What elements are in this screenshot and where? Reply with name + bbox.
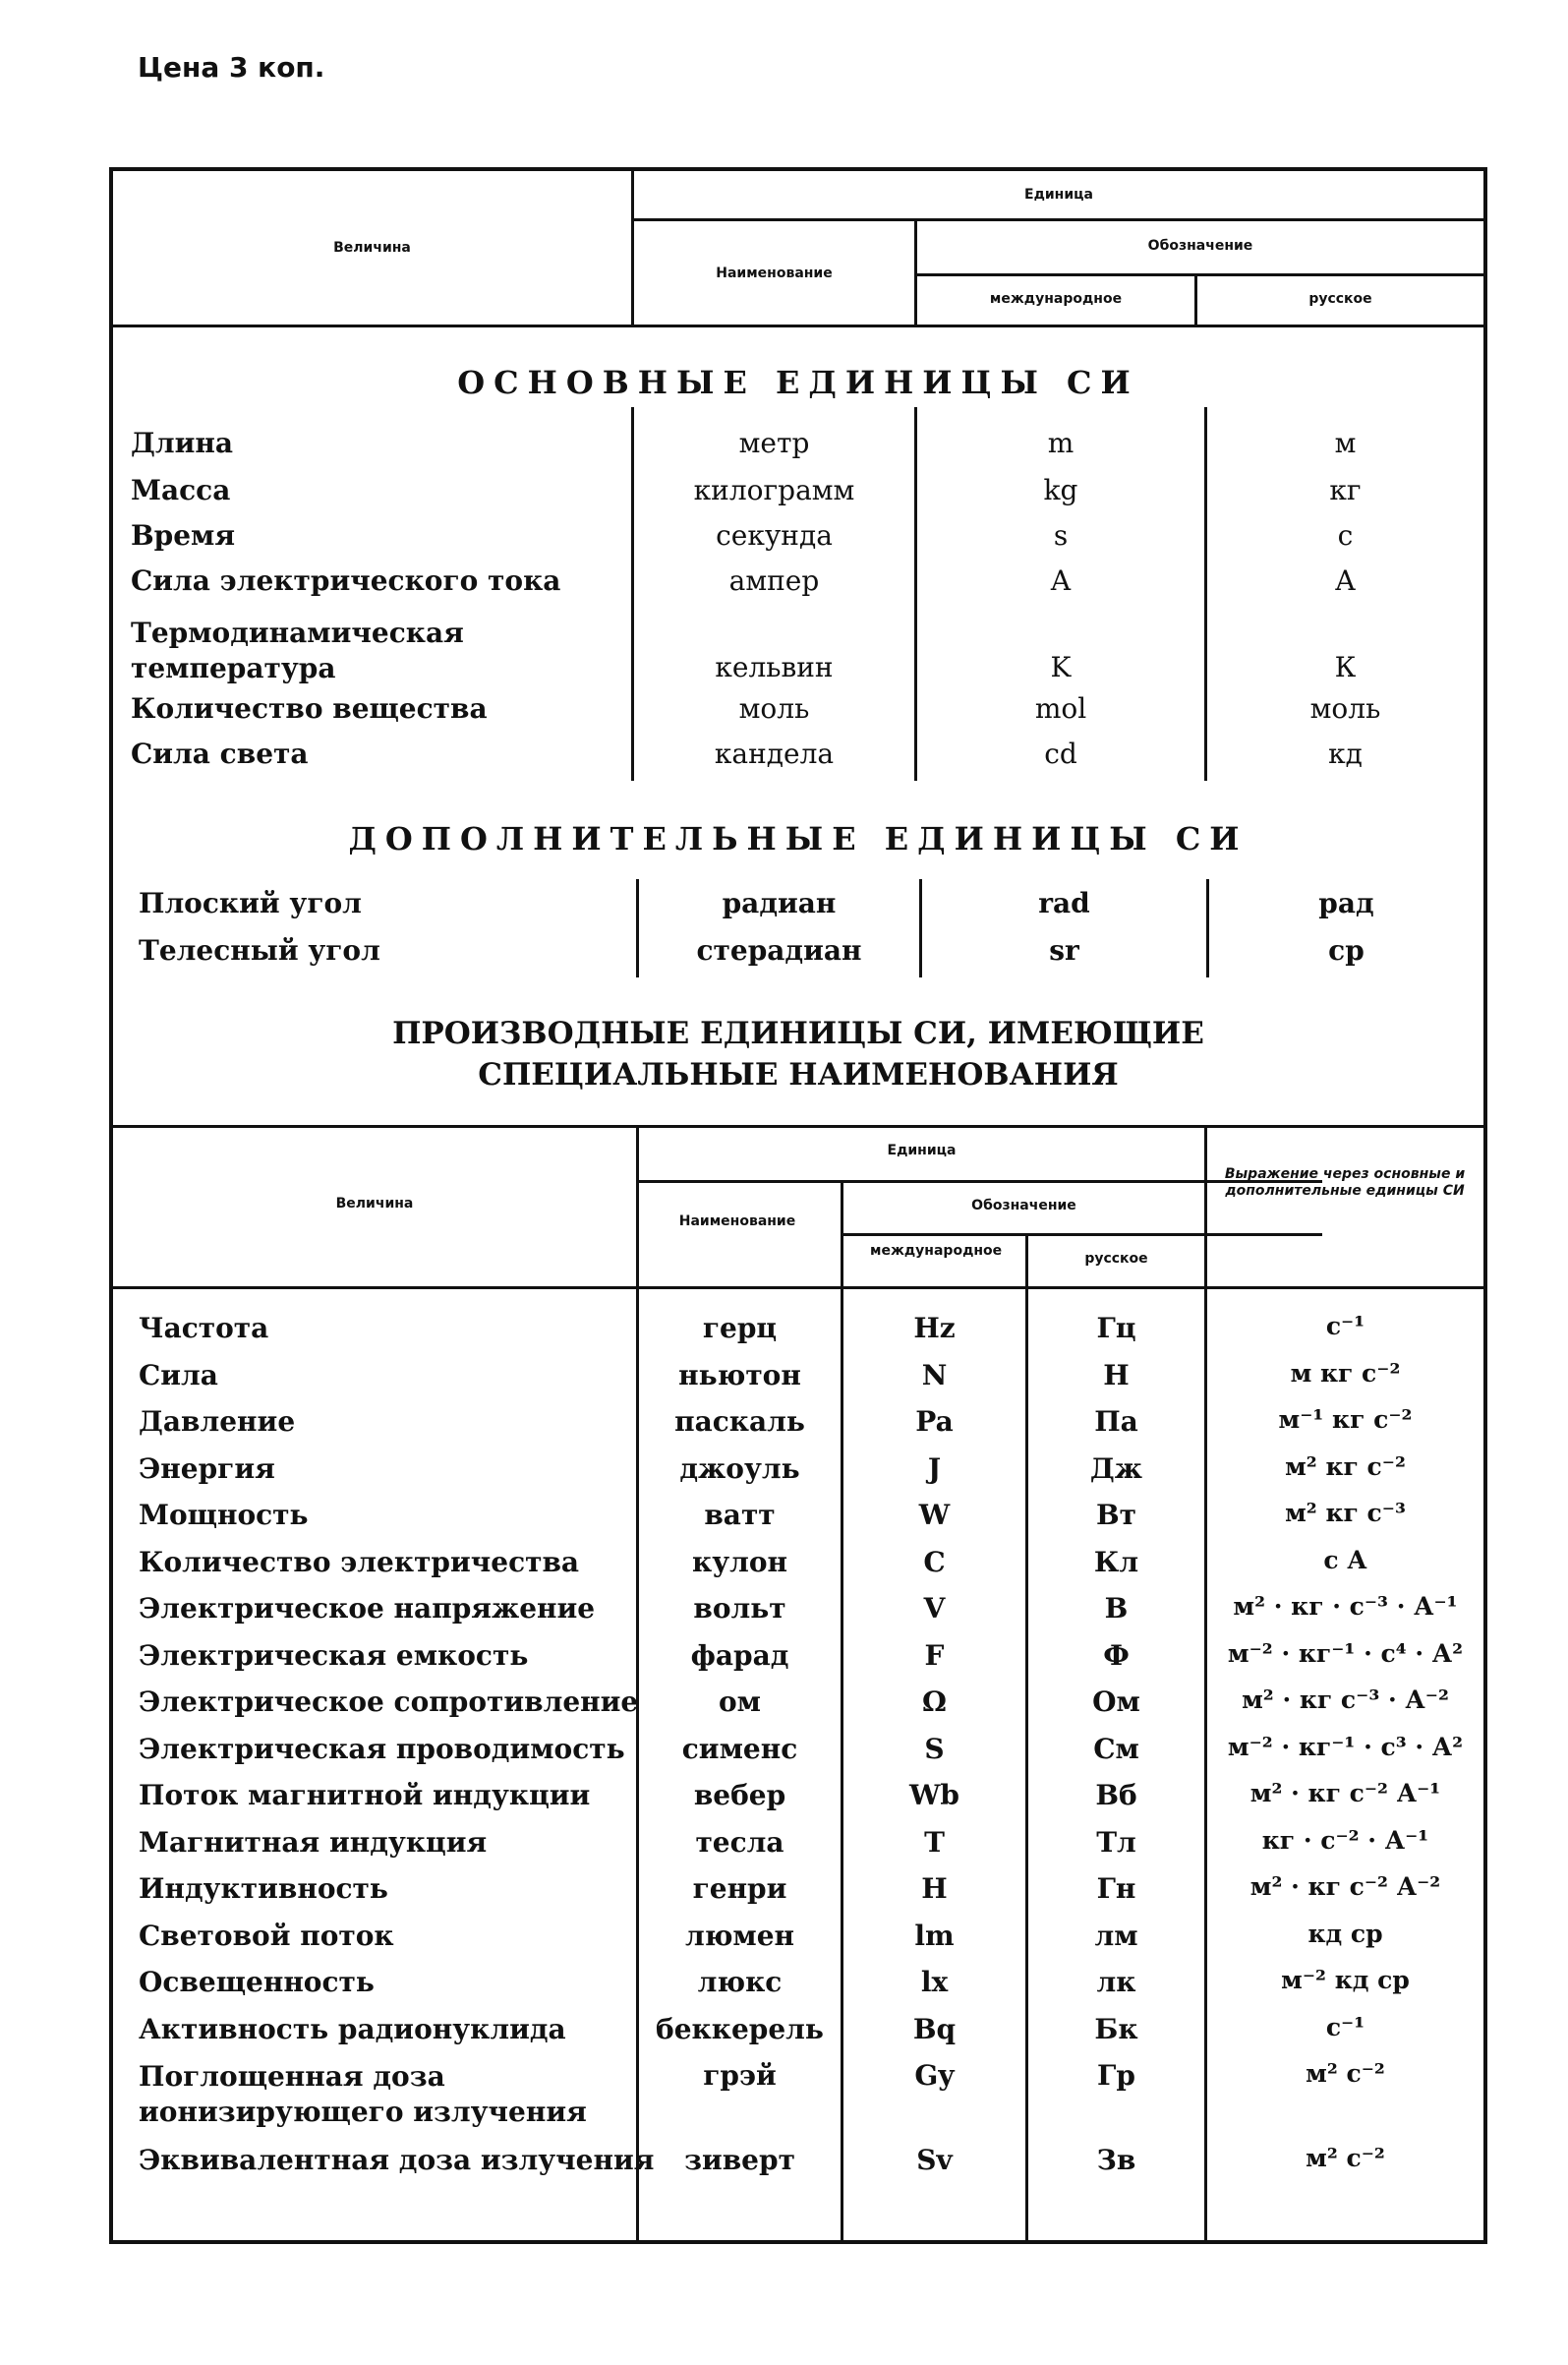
price-label: Цена 3 коп. bbox=[138, 51, 325, 84]
t1-header-international: международное bbox=[989, 291, 1123, 307]
ru-symbol-cell: Дж bbox=[1089, 1451, 1143, 1485]
expression-cell: с⁻¹ bbox=[1325, 1312, 1365, 1340]
t2-header-name: Наименование bbox=[678, 1213, 796, 1229]
expression-cell: м² кг с⁻³ bbox=[1285, 1499, 1406, 1527]
quantity-cell: Сила света bbox=[131, 738, 309, 770]
ru-symbol-cell: кг bbox=[1329, 474, 1362, 506]
expression-cell: кг · с⁻² · А⁻¹ bbox=[1261, 1825, 1429, 1855]
quantity-cell: Время bbox=[131, 519, 236, 552]
section-title-derived: ПРОИЗВОДНЫЕ ЕДИНИЦЫ СИ, ИМЕЮЩИЕ СПЕЦИАЛЬНЫЕ НАИМЕНОВАНИЯ bbox=[392, 1016, 1204, 1093]
section-title-supplementary: ДОПОЛНИТЕЛЬНЫЕ ЕДИНИЦЫ СИ bbox=[348, 820, 1249, 857]
expression-cell: кд ср bbox=[1307, 1919, 1383, 1948]
quantity-cell: Электрическое напряжение bbox=[139, 1592, 596, 1625]
quantity-cell: Эквивалентная доза излучения bbox=[139, 2144, 655, 2176]
table-row bbox=[113, 2144, 1483, 2189]
expression-cell: м⁻² кд ср bbox=[1281, 1966, 1410, 1994]
intl-symbol-cell: mol bbox=[1034, 692, 1087, 725]
t2-header-bottom-line bbox=[113, 1286, 1483, 1289]
intl-symbol-cell: Sv bbox=[916, 2144, 953, 2176]
ru-symbol-cell: Гн bbox=[1096, 1872, 1136, 1905]
table-row bbox=[113, 738, 1483, 777]
unit-name-cell: ньютон bbox=[678, 1358, 801, 1391]
intl-symbol-cell: S bbox=[924, 1732, 945, 1765]
table-row bbox=[113, 1359, 1483, 1404]
intl-symbol-cell: T bbox=[924, 1825, 945, 1859]
table-row bbox=[113, 427, 1483, 466]
expression-cell: м² с⁻² bbox=[1306, 2059, 1385, 2088]
table-row bbox=[113, 1592, 1483, 1637]
t2-header-designation: Обозначение bbox=[971, 1198, 1076, 1213]
unit-name-cell: кандела bbox=[714, 738, 835, 770]
t1-header-divider-2 bbox=[914, 218, 917, 326]
quantity-cell: Электрическая проводимость bbox=[139, 1732, 625, 1765]
ru-symbol-cell: Вб bbox=[1095, 1779, 1137, 1811]
quantity-cell: Поглощенная доза ионизирующего излучения bbox=[139, 2060, 587, 2128]
expression-cell: м² · кг с⁻³ · А⁻² bbox=[1242, 1685, 1449, 1714]
ru-symbol-cell: моль bbox=[1309, 692, 1381, 725]
table-row bbox=[113, 1685, 1483, 1731]
table-row bbox=[113, 1779, 1483, 1824]
intl-symbol-cell: N bbox=[921, 1358, 948, 1391]
intl-symbol-cell: V bbox=[923, 1592, 946, 1625]
unit-name-cell: радиан bbox=[722, 887, 837, 919]
intl-symbol-cell: Hz bbox=[913, 1312, 956, 1344]
ru-symbol-cell: кд bbox=[1328, 738, 1363, 770]
t2-header-expression: Выражение через основные и дополнительные единицы СИ bbox=[1224, 1166, 1466, 1199]
intl-symbol-cell: sr bbox=[1049, 934, 1079, 967]
intl-symbol-cell: kg bbox=[1043, 474, 1078, 506]
quantity-cell: Индуктивность bbox=[139, 1872, 388, 1905]
table-row bbox=[113, 519, 1483, 559]
unit-name-cell: ом bbox=[719, 1685, 761, 1718]
intl-symbol-cell: K bbox=[1050, 651, 1072, 683]
unit-name-cell: кулон bbox=[691, 1545, 788, 1578]
ru-symbol-cell: Зв bbox=[1096, 2144, 1136, 2176]
table-row bbox=[113, 1499, 1483, 1544]
t2-header-international: международное bbox=[870, 1243, 1003, 1259]
table-row bbox=[113, 934, 1483, 974]
unit-name-cell: джоуль bbox=[679, 1451, 800, 1485]
unit-name-cell: кельвин bbox=[715, 651, 834, 683]
unit-name-cell: фарад bbox=[690, 1638, 789, 1672]
intl-symbol-cell: cd bbox=[1044, 738, 1077, 770]
ru-symbol-cell: Тл bbox=[1096, 1825, 1136, 1859]
quantity-cell: Мощность bbox=[139, 1499, 309, 1531]
quantity-cell: Сила bbox=[139, 1358, 218, 1391]
intl-symbol-cell: m bbox=[1047, 427, 1074, 459]
t1-header-russian: русское bbox=[1308, 291, 1372, 307]
ru-symbol-cell: Бк bbox=[1094, 2012, 1138, 2045]
expression-cell: м² · кг с⁻² А⁻¹ bbox=[1249, 1779, 1441, 1807]
table-row bbox=[113, 1733, 1483, 1778]
intl-symbol-cell: Pa bbox=[915, 1405, 954, 1438]
ru-symbol-cell: Н bbox=[1103, 1358, 1130, 1391]
t2-header-unit: Единица bbox=[887, 1143, 957, 1158]
intl-symbol-cell: H bbox=[921, 1872, 948, 1905]
unit-name-cell: люмен bbox=[684, 1919, 795, 1952]
expression-cell: м⁻¹ кг с⁻² bbox=[1278, 1405, 1413, 1434]
intl-symbol-cell: A bbox=[1050, 564, 1072, 597]
intl-symbol-cell: s bbox=[1053, 519, 1069, 552]
quantity-cell: Поток магнитной индукции bbox=[139, 1779, 591, 1811]
unit-name-cell: генри bbox=[692, 1872, 787, 1905]
quantity-cell: Количество электричества bbox=[139, 1545, 580, 1578]
ru-symbol-cell: А bbox=[1334, 564, 1357, 597]
ru-symbol-cell: ср bbox=[1328, 934, 1365, 967]
t1-header-line-designation bbox=[916, 273, 1483, 276]
table-row bbox=[113, 2059, 1483, 2142]
ru-symbol-cell: Гр bbox=[1097, 2059, 1135, 2092]
quantity-cell: Термодинамическая температура bbox=[131, 617, 464, 684]
t2-header-line-designation bbox=[636, 1180, 1322, 1183]
ru-symbol-cell: Гц bbox=[1096, 1312, 1136, 1344]
quantity-cell: Световой поток bbox=[139, 1919, 394, 1952]
unit-name-cell: метр bbox=[738, 427, 810, 459]
expression-cell: м² · кг с⁻² А⁻² bbox=[1249, 1872, 1441, 1901]
quantity-cell: Энергия bbox=[139, 1451, 275, 1485]
quantity-cell: Активность радионуклида bbox=[139, 2012, 566, 2045]
expression-cell: м⁻² · кг⁻¹ · с⁴ · А² bbox=[1227, 1638, 1464, 1668]
table-row bbox=[113, 1546, 1483, 1591]
quantity-cell: Электрическая емкость bbox=[139, 1638, 529, 1672]
t2-header-quantity: Величина bbox=[335, 1196, 414, 1212]
intl-symbol-cell: lm bbox=[914, 1919, 955, 1952]
units-table-frame bbox=[109, 167, 1487, 2244]
quantity-cell: Количество вещества bbox=[131, 692, 488, 725]
quantity-cell: Частота bbox=[139, 1312, 269, 1344]
quantity-cell: Длина bbox=[131, 427, 234, 459]
intl-symbol-cell: Gy bbox=[914, 2059, 955, 2092]
unit-name-cell: вебер bbox=[693, 1779, 786, 1811]
unit-name-cell: ампер bbox=[728, 564, 820, 597]
quantity-cell: Сила электрического тока bbox=[131, 564, 561, 597]
quantity-cell: Телесный угол bbox=[139, 934, 380, 967]
unit-name-cell: стерадиан bbox=[696, 934, 862, 967]
intl-symbol-cell: C bbox=[923, 1545, 946, 1578]
table-row bbox=[113, 564, 1483, 604]
table-row bbox=[113, 1312, 1483, 1357]
intl-symbol-cell: F bbox=[924, 1638, 945, 1672]
unit-name-cell: люкс bbox=[697, 1966, 783, 1998]
intl-symbol-cell: Bq bbox=[912, 2012, 957, 2045]
expression-cell: с⁻¹ bbox=[1325, 2012, 1365, 2041]
ru-symbol-cell: м bbox=[1334, 427, 1357, 459]
t1-header-line-unit bbox=[633, 218, 1483, 221]
expression-cell: м² кг с⁻² bbox=[1285, 1451, 1406, 1481]
quantity-cell: Электрическое сопротивление bbox=[139, 1685, 639, 1718]
section-title-base: ОСНОВНЫЕ ЕДИНИЦЫ СИ bbox=[457, 364, 1139, 401]
quantity-cell: Магнитная индукция bbox=[139, 1825, 488, 1859]
expression-cell: м⁻² · кг⁻¹ · с³ · А² bbox=[1227, 1732, 1464, 1761]
t2-header-russian: русское bbox=[1084, 1251, 1148, 1267]
unit-name-cell: грэй bbox=[703, 2059, 777, 2092]
table-row bbox=[113, 2013, 1483, 2058]
ru-symbol-cell: К bbox=[1334, 651, 1357, 683]
ru-symbol-cell: рад bbox=[1318, 887, 1374, 919]
quantity-cell: Масса bbox=[131, 474, 231, 506]
table-row bbox=[113, 1920, 1483, 1965]
ru-symbol-cell: Вт bbox=[1095, 1499, 1136, 1531]
unit-name-cell: беккерель bbox=[656, 2012, 824, 2045]
unit-name-cell: секунда bbox=[716, 519, 833, 552]
table-row bbox=[113, 692, 1483, 732]
ru-symbol-cell: с bbox=[1337, 519, 1354, 552]
intl-symbol-cell: W bbox=[918, 1499, 951, 1531]
unit-name-cell: моль bbox=[738, 692, 810, 725]
t1-header-designation: Обозначение bbox=[1147, 238, 1253, 254]
intl-symbol-cell: Ω bbox=[922, 1685, 947, 1718]
ru-symbol-cell: См bbox=[1093, 1732, 1139, 1765]
t1-header-quantity: Величина bbox=[333, 240, 411, 256]
table-row bbox=[113, 1966, 1483, 2011]
unit-name-cell: герц bbox=[702, 1312, 778, 1344]
table-row bbox=[113, 616, 1483, 690]
table-row bbox=[113, 887, 1483, 926]
unit-name-cell: сименс bbox=[681, 1732, 798, 1765]
t1-header-bottom-line bbox=[113, 325, 1483, 327]
ru-symbol-cell: В bbox=[1104, 1592, 1129, 1625]
intl-symbol-cell: lx bbox=[920, 1966, 949, 1998]
unit-name-cell: паскаль bbox=[674, 1405, 805, 1438]
expression-cell: с А bbox=[1323, 1545, 1367, 1574]
unit-name-cell: килограмм bbox=[693, 474, 855, 506]
intl-symbol-cell: rad bbox=[1038, 887, 1090, 919]
ru-symbol-cell: Ом bbox=[1092, 1685, 1140, 1718]
intl-symbol-cell: J bbox=[927, 1451, 942, 1485]
t2-header-line-symbols bbox=[841, 1233, 1322, 1236]
table-row bbox=[113, 1639, 1483, 1685]
table-row bbox=[113, 1872, 1483, 1918]
quantity-cell: Давление bbox=[139, 1405, 296, 1438]
ru-symbol-cell: Па bbox=[1094, 1405, 1138, 1438]
ru-symbol-cell: Кл bbox=[1093, 1545, 1139, 1578]
ru-symbol-cell: лк bbox=[1096, 1966, 1136, 1998]
ru-symbol-cell: лм bbox=[1094, 1919, 1138, 1952]
table-row bbox=[113, 1452, 1483, 1498]
ru-symbol-cell: Ф bbox=[1103, 1638, 1130, 1672]
unit-name-cell: вольт bbox=[693, 1592, 786, 1625]
unit-name-cell: ватт bbox=[704, 1499, 776, 1531]
quantity-cell: Освещенность bbox=[139, 1966, 375, 1998]
unit-name-cell: зиверт bbox=[684, 2144, 795, 2176]
expression-cell: м кг с⁻² bbox=[1290, 1358, 1401, 1388]
expression-cell: м² · кг · с⁻³ · А⁻¹ bbox=[1233, 1592, 1458, 1621]
t2-top-line bbox=[113, 1125, 1483, 1128]
table-row bbox=[113, 474, 1483, 513]
quantity-cell: Плоский угол bbox=[139, 887, 362, 919]
intl-symbol-cell: Wb bbox=[908, 1779, 960, 1811]
t1-header-unit: Единица bbox=[1024, 187, 1093, 203]
table-row bbox=[113, 1826, 1483, 1871]
unit-name-cell: тесла bbox=[695, 1825, 784, 1859]
t1-header-name: Наименование bbox=[716, 266, 833, 281]
expression-cell: м² с⁻² bbox=[1306, 2144, 1385, 2172]
table-row bbox=[113, 1405, 1483, 1450]
